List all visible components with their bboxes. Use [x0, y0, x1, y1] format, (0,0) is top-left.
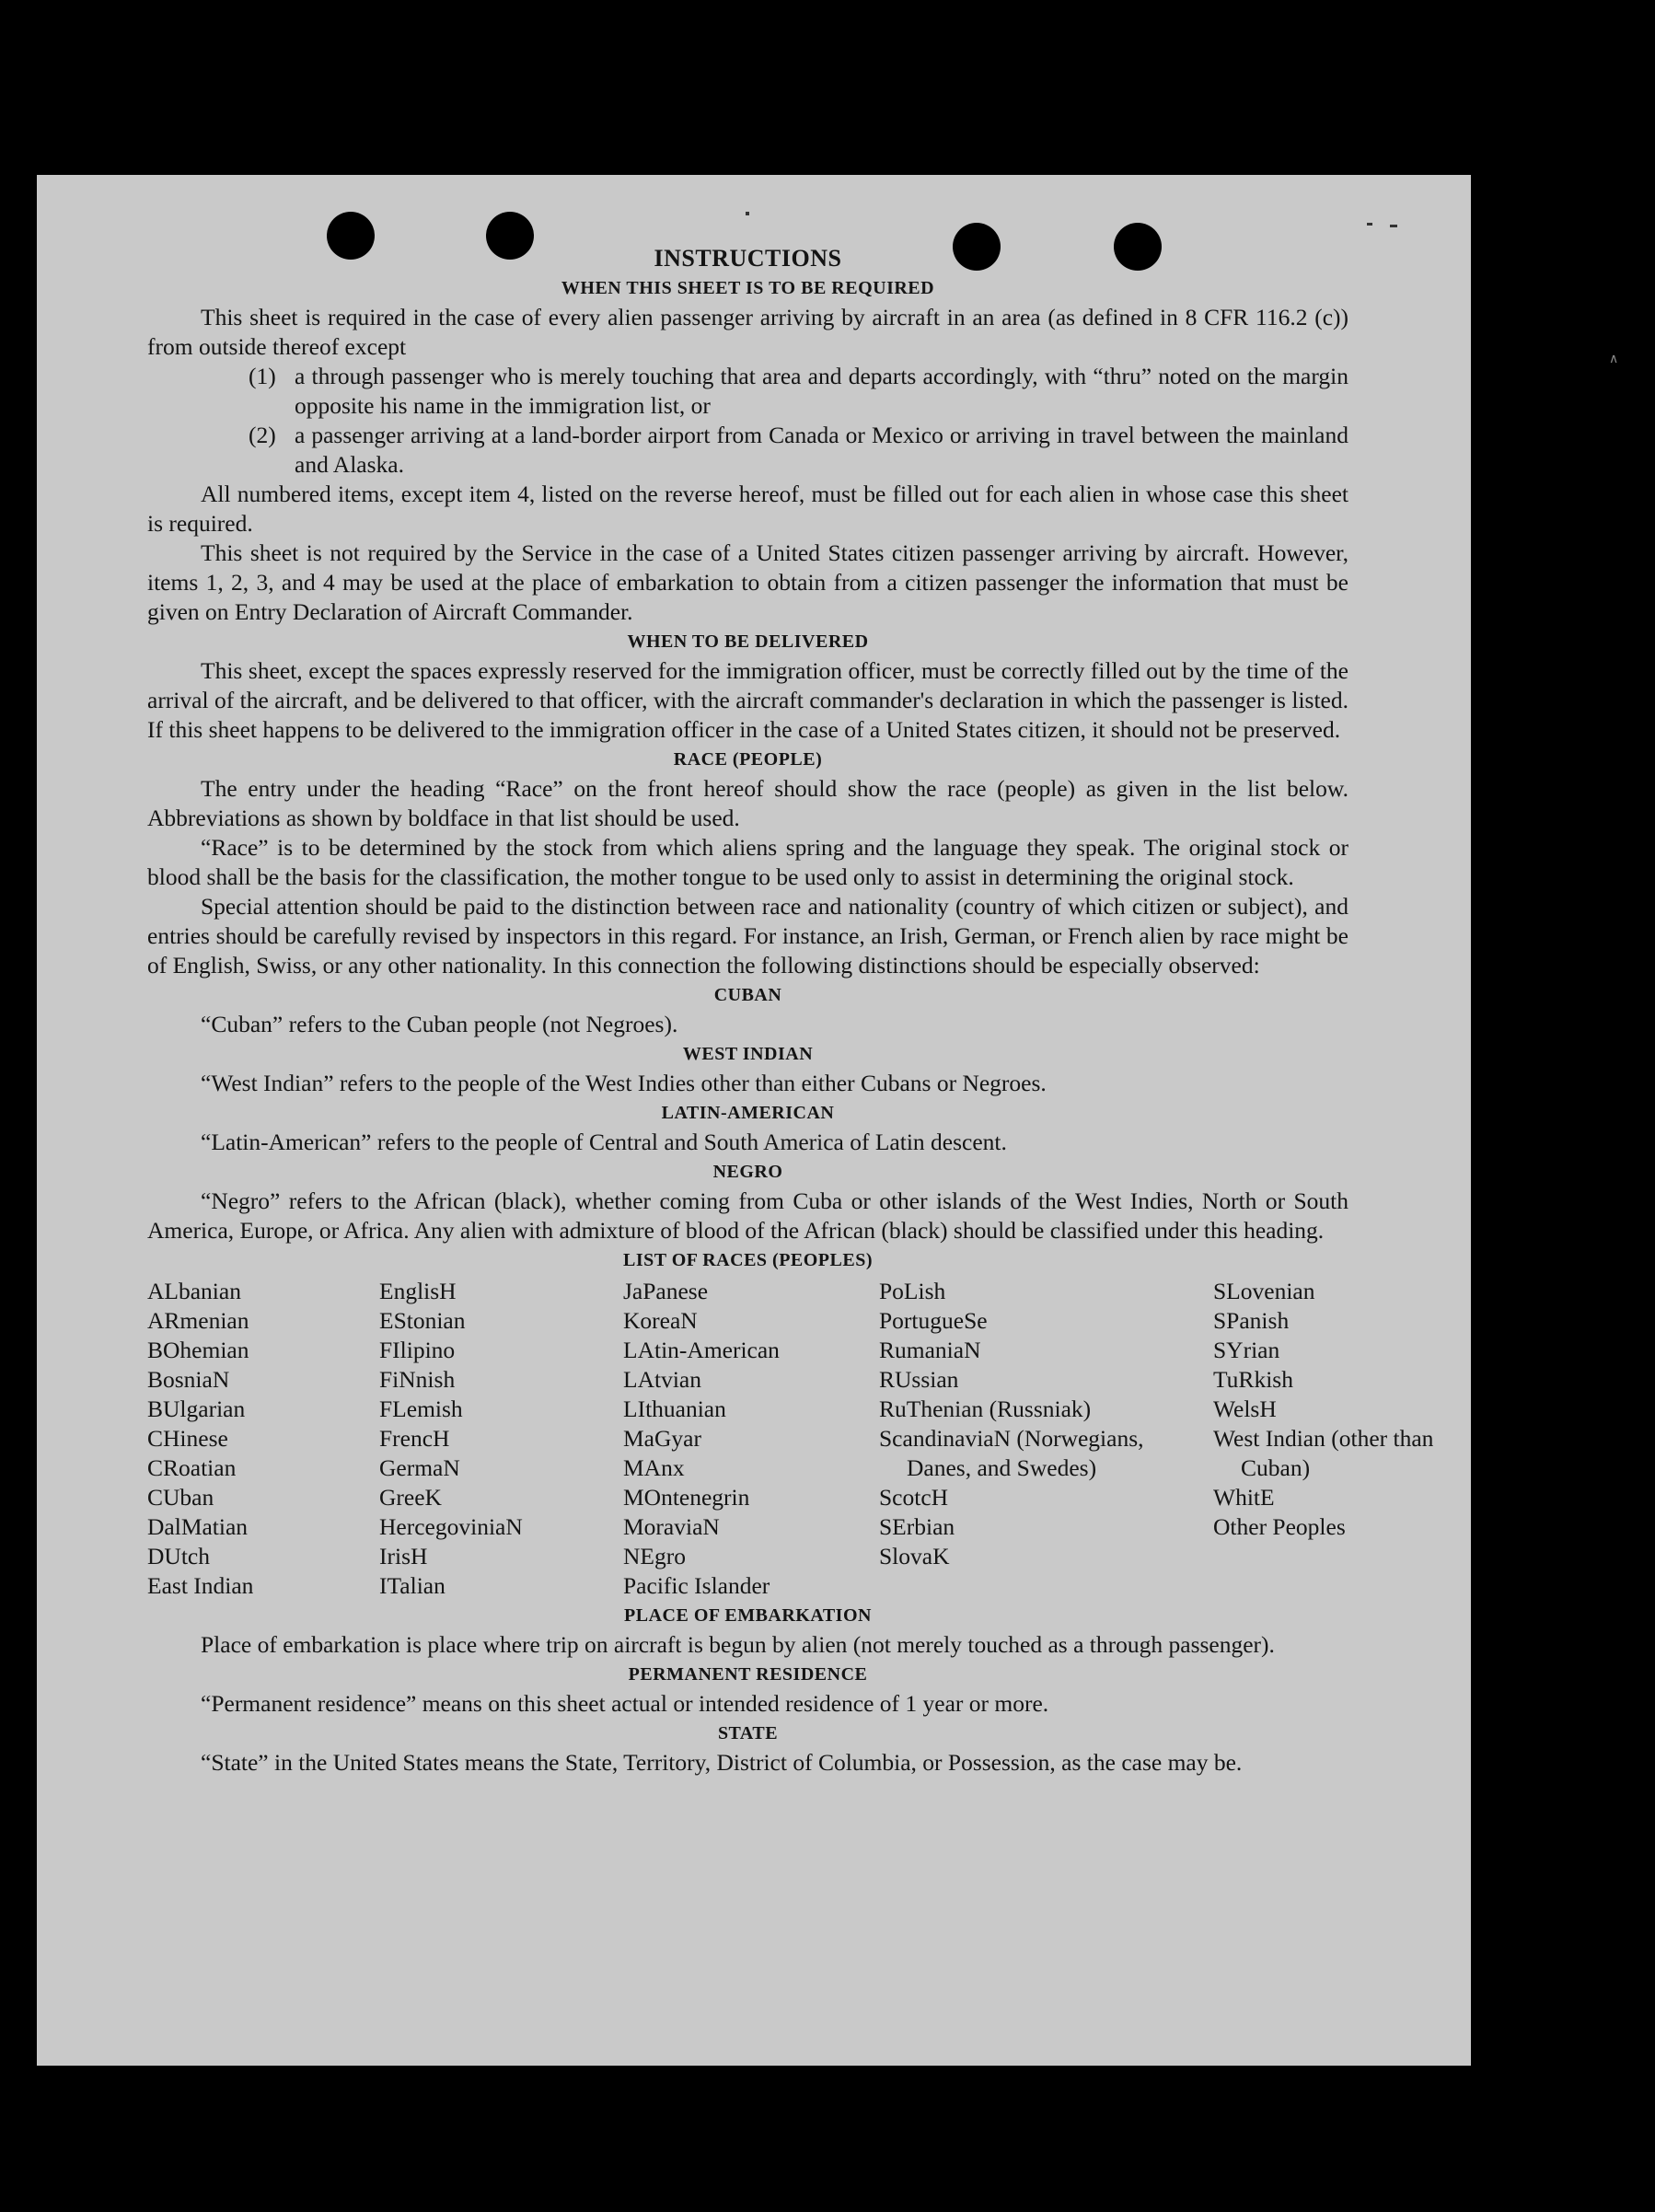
race-entry: Pacific Islander: [623, 1572, 770, 1599]
race-entry: RumaniaN: [879, 1337, 981, 1363]
race-entry: RuThenian (Russniak): [879, 1396, 1092, 1422]
race-entry: WelsH: [1213, 1396, 1277, 1422]
paragraph: “West Indian” refers to the people of the West Indies other than either Cubans or Negroes.: [201, 1070, 1047, 1096]
item-number: (1): [249, 363, 276, 389]
race-entry: EnglisH: [379, 1278, 457, 1304]
race-entry: PoLish: [879, 1278, 946, 1304]
race-entry: FiNnish: [379, 1366, 456, 1393]
scan-speck: [1390, 225, 1397, 227]
item-text: a through passenger who is merely touching that area and departs accordingly, with “thru” noted on the margin opposite his name in the immigration list, or: [295, 363, 1348, 419]
paragraph: “Cuban” refers to the Cuban people (not Negroes).: [201, 1011, 678, 1037]
section-heading-delivered: WHEN TO BE DELIVERED: [627, 631, 869, 652]
race-entry: ScotcH: [879, 1484, 949, 1511]
section-heading-required: WHEN THIS SHEET IS TO BE REQUIRED: [561, 278, 935, 298]
races-column: [147, 1277, 379, 1601]
race-entry: SErbian: [879, 1513, 955, 1540]
paragraph: This sheet, except the spaces expressly reserved for the immigration officer, must be correctly filled out by the time of the arrival of the aircraft, and be delivered to that officer, with the aircraft commander's declaration in which the passenger is listed. If this sheet happens to be delivered to the immigration officer in the case of a United States citizen, it should not be preserved.: [147, 657, 1348, 743]
section-heading-west-indian: WEST INDIAN: [682, 1044, 814, 1064]
races-column: [379, 1277, 623, 1601]
race-entry: HercegoviniaN: [379, 1513, 523, 1540]
paragraph: All numbered items, except item 4, listed on the reverse hereof, must be filled out for each alien in whose case this sheet is required.: [147, 481, 1348, 537]
race-entry: SLovenian: [1213, 1278, 1315, 1304]
race-entry: ScandinaviaN (Norwegians, Danes, and Swedes): [879, 1425, 1144, 1481]
scan-speck: [1367, 223, 1372, 226]
races-list: [147, 1277, 1434, 1601]
race-entry: FrencH: [379, 1425, 450, 1452]
list-item: [249, 421, 1348, 480]
race-entry: RUssian: [879, 1366, 959, 1393]
section-heading-latin-american: LATIN-AMERICAN: [661, 1103, 835, 1123]
race-entry: LAtvian: [623, 1366, 701, 1393]
list-item: [249, 362, 1348, 421]
scan-artifact: ∧: [1609, 352, 1619, 366]
race-entry: BUlgarian: [147, 1396, 246, 1422]
race-entry: ITalian: [379, 1572, 446, 1599]
section-heading-residence: PERMANENT RESIDENCE: [628, 1664, 868, 1685]
race-entry: FLemish: [379, 1396, 463, 1422]
races-column: [1213, 1277, 1443, 1601]
race-entry: MOntenegrin: [623, 1484, 750, 1511]
races-column: [879, 1277, 1213, 1601]
race-entry: ARmenian: [147, 1307, 249, 1334]
race-entry: KoreaN: [623, 1307, 698, 1334]
item-number: (2): [249, 422, 276, 448]
document-page: [37, 175, 1471, 2066]
race-entry: DUtch: [147, 1543, 210, 1569]
race-entry: FIlipino: [379, 1337, 456, 1363]
race-entry: MaGyar: [623, 1425, 701, 1452]
race-entry: LIthuanian: [623, 1396, 726, 1422]
instructions-body: [147, 244, 1434, 1778]
race-entry: NEgro: [623, 1543, 686, 1569]
race-entry: MAnx: [623, 1454, 685, 1481]
section-heading-races-list: LIST OF RACES (PEOPLES): [622, 1250, 873, 1270]
document-title: INSTRUCTIONS: [654, 245, 842, 272]
race-entry: PortugueSe: [879, 1307, 988, 1334]
race-entry: EStonian: [379, 1307, 466, 1334]
paragraph: The entry under the heading “Race” on the front hereof should show the race (people) as given in the list below. Abbreviations as shown by boldface in that list should be used.: [147, 775, 1348, 831]
section-heading-state: STATE: [717, 1723, 779, 1743]
paragraph: “Negro” refers to the African (black), whether coming from Cuba or other islands of the West Indies, North or South America, Europe, or Africa. Any alien with admixture of blood of the African (black) should be classified under this heading.: [147, 1187, 1348, 1244]
race-entry: East Indian: [147, 1572, 254, 1599]
races-column: [623, 1277, 879, 1601]
race-entry: JaPanese: [623, 1278, 709, 1304]
paragraph: This sheet is not required by the Service in the case of a United States citizen passenger arriving by aircraft. However, items 1, 2, 3, and 4 may be used at the place of embarkation to obtain from a citizen passenger the information that must be given on Entry Declaration of Aircraft Commander.: [147, 539, 1348, 625]
race-entry: Other Peoples: [1213, 1513, 1346, 1540]
paragraph: Special attention should be paid to the distinction between race and nationality (country of which citizen or subject), and entries should be carefully revised by inspectors in this regard. For instance, an Irish, German, or French alien by race might be of English, Swiss, or any other nationality. In this connection the following distinctions should be especially observed:: [147, 893, 1348, 979]
scan-speck: [746, 212, 749, 215]
race-entry: GreeK: [379, 1484, 442, 1511]
paragraph: “State” in the United States means the State, Territory, District of Columbia, or Possession, as the case may be.: [201, 1749, 1243, 1776]
section-heading-cuban: CUBAN: [713, 985, 782, 1005]
race-entry: CUban: [147, 1484, 214, 1511]
paragraph: This sheet is required in the case of every alien passenger arriving by aircraft in an area (as defined in 8 CFR 116.2 (c)) from outside thereof except: [147, 304, 1348, 360]
race-entry: SYrian: [1213, 1337, 1280, 1363]
race-entry: GermaN: [379, 1454, 460, 1481]
race-entry: IrisH: [379, 1543, 428, 1569]
race-entry: LAtin-American: [623, 1337, 780, 1363]
paragraph: “Latin-American” refers to the people of Central and South America of Latin descent.: [201, 1129, 1007, 1155]
race-entry: BOhemian: [147, 1337, 249, 1363]
race-entry: CHinese: [147, 1425, 228, 1452]
race-entry: SlovaK: [879, 1543, 950, 1569]
race-entry: BosniaN: [147, 1366, 230, 1393]
race-entry: TuRkish: [1213, 1366, 1293, 1393]
section-heading-embarkation: PLACE OF EMBARKATION: [624, 1605, 872, 1626]
paragraph: Place of embarkation is place where trip on aircraft is begun by alien (not merely touched as a through passenger).: [201, 1631, 1275, 1658]
paragraph: “Permanent residence” means on this sheet actual or intended residence of 1 year or more.: [201, 1690, 1049, 1717]
paragraph: “Race” is to be determined by the stock from which aliens spring and the language they speak. The original stock or blood shall be the basis for the classification, the mother tongue to be used only to assist in determining the original stock.: [147, 834, 1348, 890]
item-text: a passenger arriving at a land-border airport from Canada or Mexico or arriving in travel between the mainland and Alaska.: [295, 422, 1348, 478]
race-entry: ALbanian: [147, 1278, 241, 1304]
race-entry: DalMatian: [147, 1513, 249, 1540]
section-heading-negro: NEGRO: [712, 1162, 783, 1182]
race-entry: WhitE: [1213, 1484, 1275, 1511]
race-entry: West Indian (other than Cuban): [1213, 1425, 1434, 1481]
race-entry: SPanish: [1213, 1307, 1290, 1334]
race-entry: MoraviaN: [623, 1513, 720, 1540]
race-entry: CRoatian: [147, 1454, 237, 1481]
section-heading-race: RACE (PEOPLE): [673, 749, 823, 770]
